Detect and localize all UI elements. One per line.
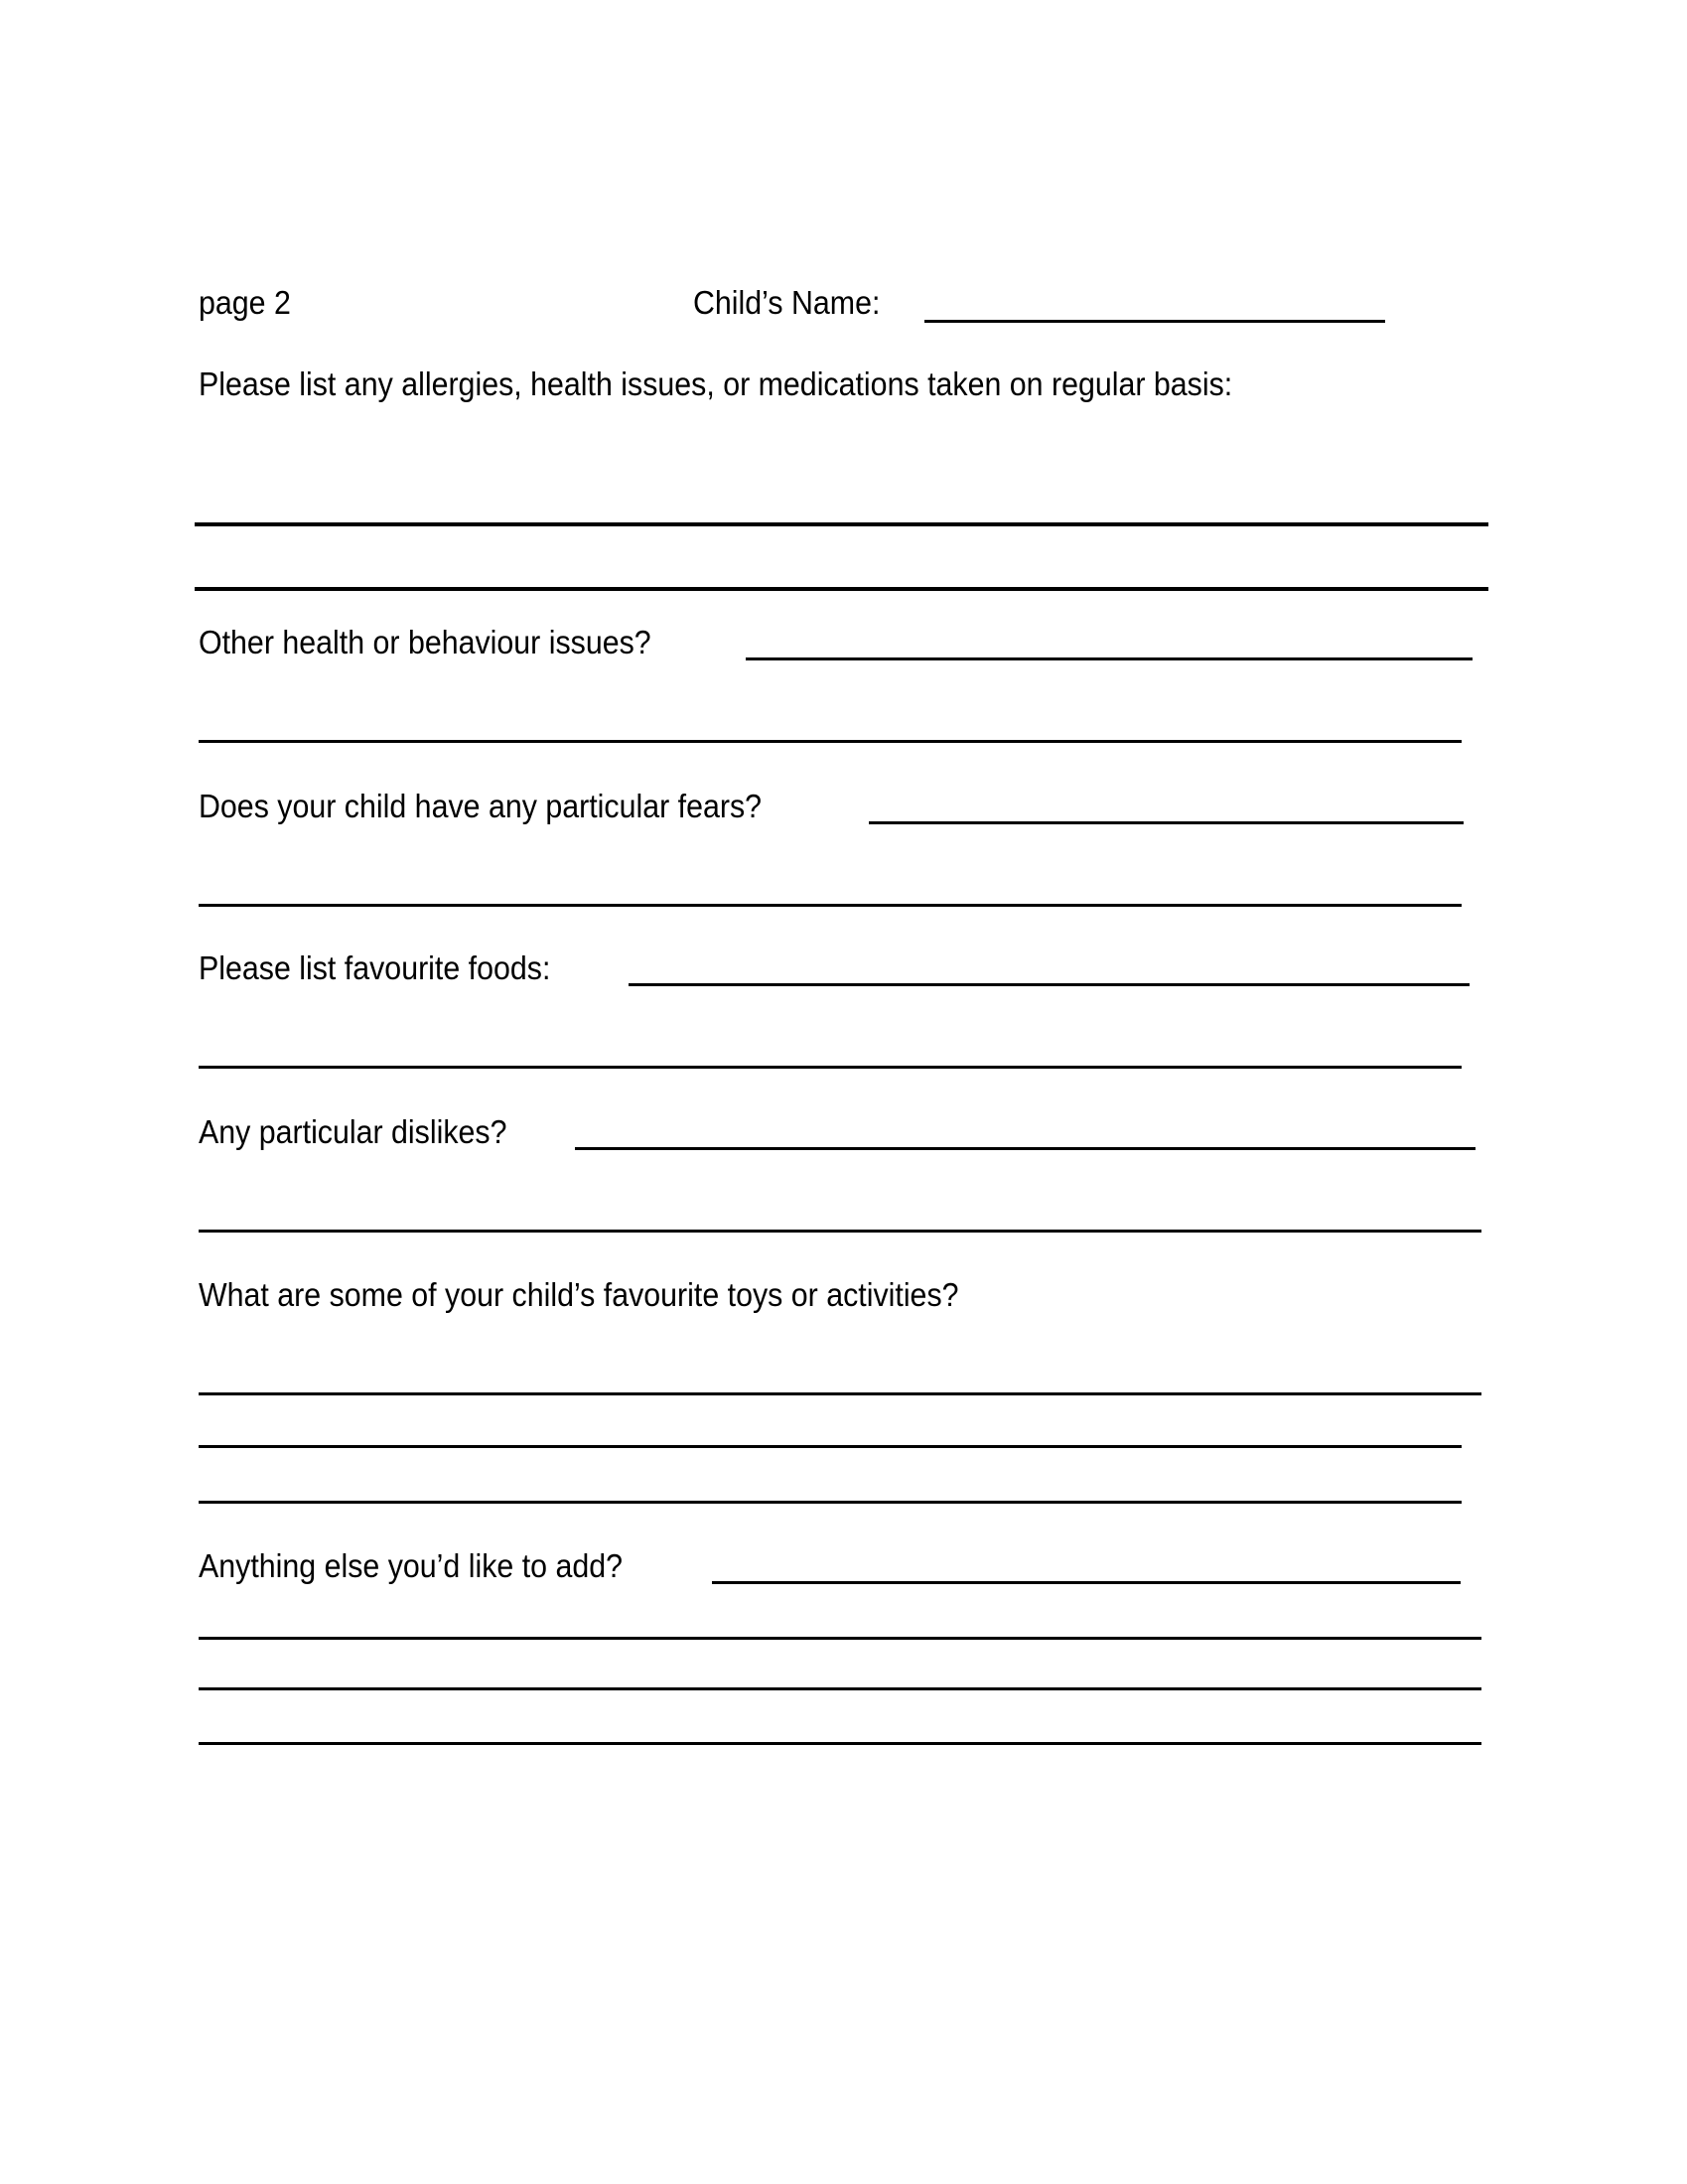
other-health-label: Other health or behaviour issues?	[199, 624, 651, 660]
toys-label: What are some of your child’s favourite toys or activities?	[199, 1276, 959, 1313]
fears-answer-line-1[interactable]	[869, 821, 1464, 824]
toys-answer-line-2[interactable]	[199, 1445, 1462, 1448]
fears-answer-line-2[interactable]	[199, 904, 1462, 907]
foods-label: Please list favourite foods:	[199, 949, 551, 986]
allergies-answer-line-1[interactable]	[195, 522, 1488, 526]
anything-else-answer-line-3[interactable]	[199, 1687, 1481, 1690]
dislikes-label: Any particular dislikes?	[199, 1113, 507, 1150]
foods-answer-line-1[interactable]	[629, 983, 1470, 986]
anything-else-answer-line-1[interactable]	[712, 1581, 1461, 1584]
anything-else-answer-line-4[interactable]	[199, 1742, 1481, 1745]
other-health-answer-line-2[interactable]	[199, 740, 1462, 743]
dislikes-answer-line-2[interactable]	[199, 1230, 1481, 1233]
child-name-label: Child’s Name:	[693, 284, 881, 321]
allergies-answer-line-2[interactable]	[195, 587, 1488, 591]
fears-label: Does your child have any particular fears?	[199, 788, 763, 824]
foods-answer-line-2[interactable]	[199, 1066, 1462, 1069]
allergies-label: Please list any allergies, health issues, or medications taken on regular basis:	[199, 365, 1233, 402]
dislikes-answer-line-1[interactable]	[575, 1147, 1476, 1150]
child-name-field[interactable]	[924, 320, 1385, 323]
other-health-answer-line-1[interactable]	[746, 657, 1473, 660]
anything-else-label: Anything else you’d like to add?	[199, 1547, 624, 1584]
anything-else-answer-line-2[interactable]	[199, 1637, 1481, 1640]
toys-answer-line-3[interactable]	[199, 1501, 1462, 1504]
page-number-label: page 2	[199, 284, 291, 321]
toys-answer-line-1[interactable]	[199, 1392, 1481, 1395]
